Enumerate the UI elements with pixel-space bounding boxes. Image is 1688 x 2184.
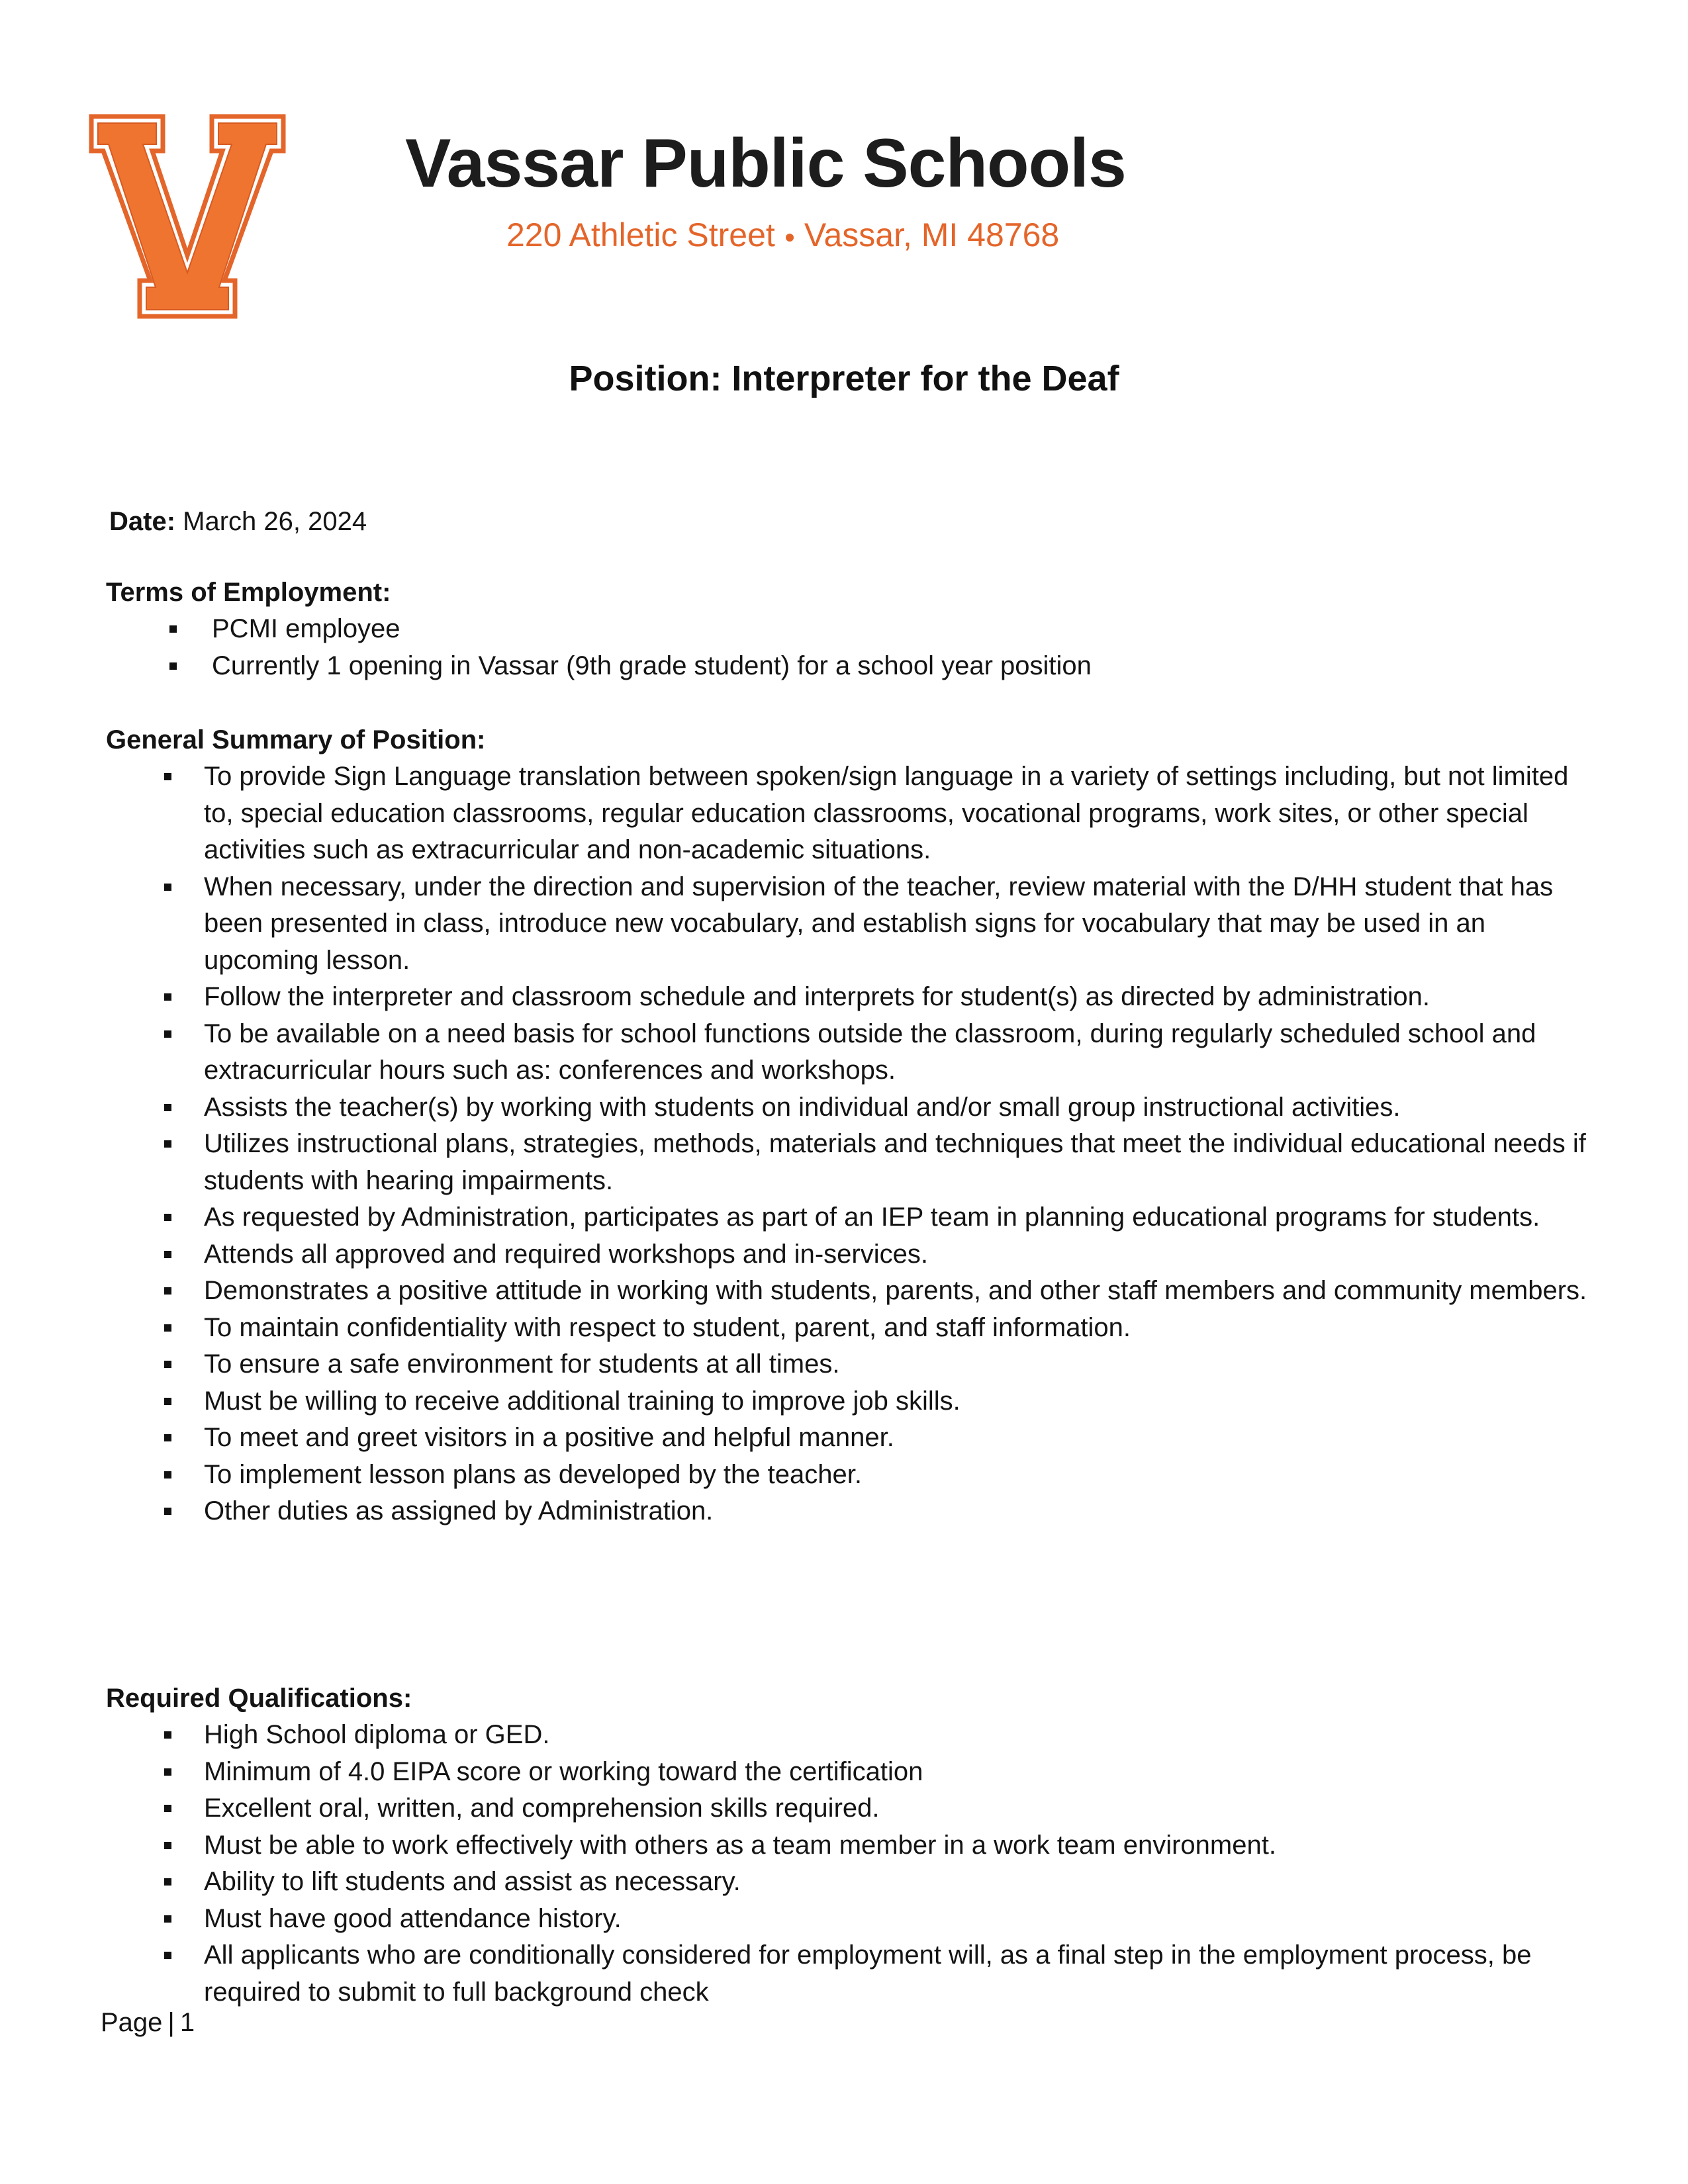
list-item: To implement lesson plans as developed by the teacher. (106, 1457, 1589, 1494)
list-item: All applicants who are conditionally considered for employment will, as a final step in the employment process, be required to submit to full background check (106, 1937, 1589, 2011)
school-address (506, 217, 1059, 253)
required-qualifications-section (106, 1680, 1589, 2011)
list-item: As requested by Administration, participates as part of an IEP team in planning educational programs for students. (106, 1199, 1589, 1236)
list-item: High School diploma or GED. (106, 1717, 1589, 1754)
page-label: Page (101, 2008, 163, 2037)
list-item: Minimum of 4.0 EIPA score or working toward the certification (106, 1754, 1589, 1791)
address-city: Vassar, MI 48768 (804, 216, 1060, 253)
list-item: Ability to lift students and assist as necessary. (106, 1864, 1589, 1901)
list-item: Must be able to work effectively with others as a team member in a work team environment. (106, 1827, 1589, 1864)
list-item: Must have good attendance history. (106, 1901, 1589, 1938)
list-item: Excellent oral, written, and comprehension skills required. (106, 1790, 1589, 1827)
page-footer (101, 2005, 195, 2040)
list-item: Must be willing to receive additional training to improve job skills. (106, 1383, 1589, 1420)
list-item: When necessary, under the direction and supervision of the teacher, review material with the D/HH student that has been presented in class, introduce new vocabulary, and establish signs for vocabulary that may be used in an upcoming lesson. (106, 869, 1589, 979)
list-item: To be available on a need basis for school functions outside the classroom, during regularly scheduled school and extracurricular hours such as: conferences and workshops. (106, 1016, 1589, 1089)
terms-of-employment-section (106, 574, 1589, 684)
list-item: Attends all approved and required workshops and in-services. (106, 1236, 1589, 1273)
list-item: Currently 1 opening in Vassar (9th grade student) for a school year position (106, 648, 1589, 685)
address-street: 220 Athletic Street (506, 216, 775, 253)
list-item: To meet and greet visitors in a positive and helpful manner. (106, 1420, 1589, 1457)
page-separator: | (167, 2008, 175, 2037)
page-number: 1 (179, 2008, 195, 2037)
list-item: To ensure a safe environment for students at all times. (106, 1346, 1589, 1383)
list-item: PCMI employee (106, 611, 1589, 648)
vassar-v-logo (89, 114, 286, 319)
qualifications-list (106, 1717, 1589, 2011)
date-label: Date: (109, 507, 176, 536)
date-value: March 26, 2024 (183, 507, 367, 536)
list-item: Other duties as assigned by Administration. (106, 1493, 1589, 1530)
terms-list (106, 611, 1589, 684)
list-item: To provide Sign Language translation between spoken/sign language in a variety of settings including, but not limited to, special education classrooms, regular education classrooms, vocational programs, work sites, or other special activities such as extracurricular and non-academic situations. (106, 758, 1589, 869)
address-separator-dot (786, 234, 794, 242)
summary-heading: General Summary of Position: (106, 725, 486, 754)
summary-list (106, 758, 1589, 1530)
school-name: Vassar Public Schools (405, 125, 1126, 202)
list-item: To maintain confidentiality with respect to student, parent, and staff information. (106, 1310, 1589, 1347)
qualifications-heading: Required Qualifications: (106, 1684, 412, 1713)
list-item: Utilizes instructional plans, strategies, methods, materials and techniques that meet the individual educational needs if students with hearing impairments. (106, 1126, 1589, 1199)
position-title: Position: Interpreter for the Deaf (569, 359, 1119, 398)
list-item: Follow the interpreter and classroom schedule and interprets for student(s) as directed by administration. (106, 979, 1589, 1016)
list-item: Demonstrates a positive attitude in working with students, parents, and other staff members and community members. (106, 1273, 1589, 1310)
terms-heading: Terms of Employment: (106, 578, 391, 607)
general-summary-section (106, 721, 1589, 1530)
list-item: Assists the teacher(s) by working with students on individual and/or small group instructional activities. (106, 1089, 1589, 1126)
date-line (109, 504, 367, 539)
